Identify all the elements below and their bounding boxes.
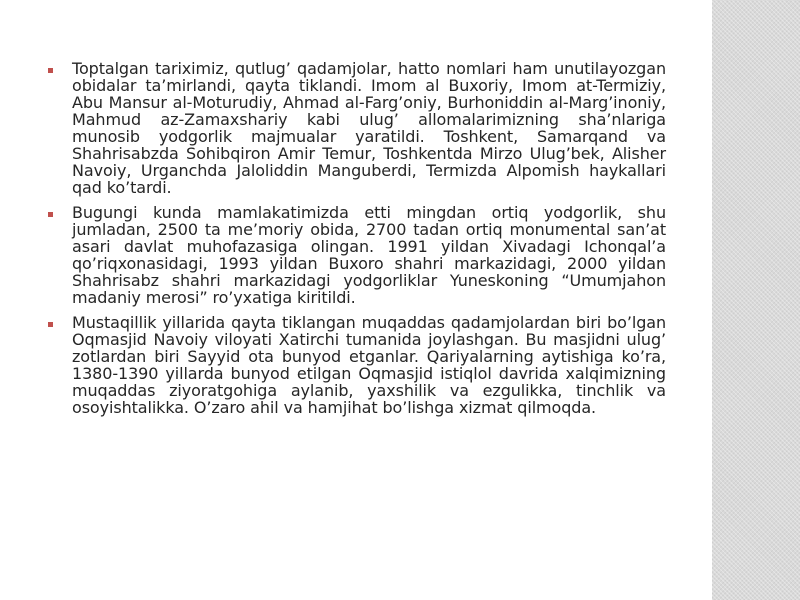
slide-content	[46, 60, 666, 424]
bullet-square-icon	[48, 212, 53, 217]
bullet-text: Bugungi kunda mamlakatimizda etti mingdan ortiq yodgorlik, shu jumladan, 2500 ta me’moriy obida, 2700 tadan ortiq monumental san’at asari davlat muhofazasiga olingan. 1991 yildan Xivadagi Ichonqal’a qo’riqxonasidagi, 1993 yildan Buxoro shahri markazidagi, 2000 yildan Shahrisabz shahri markazidagi yodgorliklar Yuneskoning “Umumjahon madaniy merosi” ro’yxatiga kiritildi.	[72, 203, 666, 307]
bullet-square-icon	[48, 68, 53, 73]
decorative-side-panel	[712, 0, 800, 600]
bullet-item-1	[46, 60, 666, 196]
bullet-square-icon	[48, 322, 53, 327]
bullet-text: Mustaqillik yillarida qayta tiklangan muqaddas qadamjolardan biri bo’lgan Oqmasjid Navoiy viloyati Xatirchi tumanida joylashgan. Bu masjidni ulug’ zotlardan biri Sayyid ota bunyod etganlar. Qariyalarning aytishiga ko’ra, 1380-1390 yillarda bunyod etilgan Oqmasjid istiqlol davrida xalqimizning muqaddas ziyoratgohiga aylanib, yaxshilik va ezgulikka, tinchlik va osoyishtalikka. O’zaro ahil va hamjihat bo’lishga xizmat qilmoqda.	[72, 313, 666, 417]
bullet-item-2	[46, 204, 666, 306]
bullet-text: Toptalgan tariximiz, qutlug’ qadamjolar, hatto nomlari ham unutilayozgan obidalar ta’mirlandi, qayta tiklandi. Imom al Buxoriy, Imom at-Termiziy, Abu Mansur al-Moturudiy, Ahmad al-Farg’oniy, Burhoniddin al-Marg’inoniy, Mahmud az-Zamaxshariy kabi ulug’ allomalarimizning sha’nlariga munosib yodgorlik majmualar yaratildi. Toshkent, Samarqand va Shahrisabzda Sohibqiron Amir Temur, Toshkentda Mirzo Ulug’bek, Alisher Navoiy, Urganchda Jaloliddin Manguberdi, Termizda Alpomish haykallari qad ko’tardi.	[72, 59, 666, 197]
bullet-item-3	[46, 314, 666, 416]
